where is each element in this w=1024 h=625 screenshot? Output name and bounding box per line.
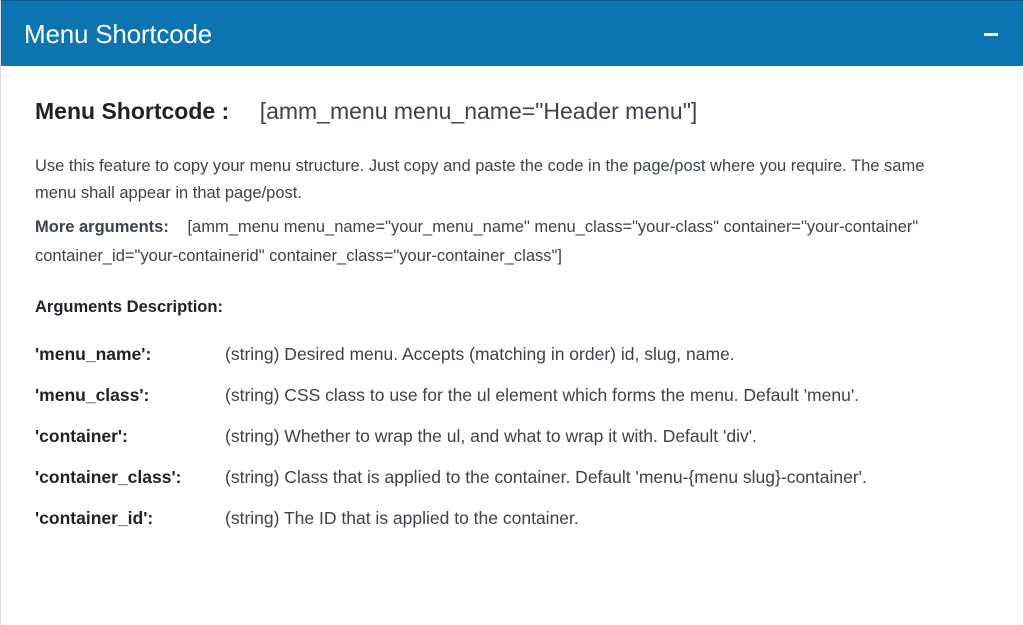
argument-menu-name [35,338,995,371]
panel-header[interactable] [1,0,1023,66]
argument-name: 'container_id': [35,508,154,528]
argument-desc: (string) Class that is applied to the container. Default 'menu-{menu slug}-container'. [225,467,867,487]
shortcode-row [35,96,697,126]
argument-container-id [35,502,995,535]
argument-name: 'container': [35,426,128,446]
arguments-list [35,338,995,543]
argument-desc: (string) Whether to wrap the ul, and what to wrap it with. Default 'div'. [225,426,757,446]
argument-name: 'container_class': [35,467,182,487]
argument-container [35,420,995,453]
argument-desc: (string) CSS class to use for the ul element which forms the menu. Default 'menu'. [225,385,860,405]
argument-menu-class [35,379,995,412]
shortcode-value[interactable]: [amm_menu menu_name="Header menu"] [259,98,698,124]
panel-title: Menu Shortcode [24,19,212,49]
argument-name: 'menu_class': [35,385,150,405]
shortcode-label: Menu Shortcode : [35,98,230,124]
more-arguments-value[interactable]: [amm_menu menu_name="your_menu_name" menu_class="your-class" container="your-container" container_id="your-containerid" container_class="your-container_class"] [35,218,919,265]
arguments-heading: Arguments Description: [35,298,223,316]
argument-name: 'menu_name': [35,344,152,364]
collapse-toggle-button[interactable] [979,21,1003,47]
argument-desc: (string) The ID that is applied to the container. [225,508,579,528]
more-arguments-label: More arguments: [35,218,169,236]
intro-text: Use this feature to copy your menu structure. Just copy and paste the code in the page/post where you require. The same menu shall appear in that page/post. [35,157,925,202]
argument-desc: (string) Desired menu. Accepts (matching in order) id, slug, name. [225,344,735,364]
more-arguments [35,213,970,271]
argument-container-class [35,461,995,494]
minus-icon [984,33,998,36]
